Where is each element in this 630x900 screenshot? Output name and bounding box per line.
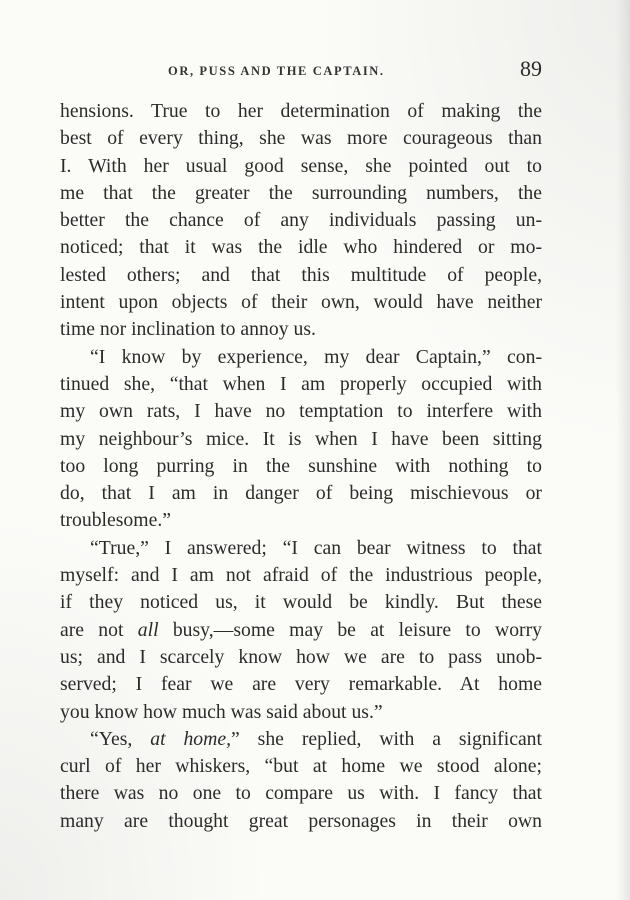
text-line: “I know by experience, my dear Captain,” con- bbox=[90, 345, 542, 368]
text-line: my neighbour’s mice. It is when I have been sitting bbox=[60, 427, 542, 450]
text-line: curl of her whiskers, “but at home we stood alone; bbox=[60, 755, 542, 778]
italic-word: all bbox=[137, 618, 159, 641]
text-line: served; I fear we are very remarkable. At home bbox=[60, 673, 542, 696]
text-line: noticed; that it was the idle who hindered or mo- bbox=[60, 236, 542, 259]
text-line: do, that I am in danger of being mischievous or bbox=[60, 482, 542, 505]
text-line: best of every thing, she was more courageous than bbox=[60, 127, 542, 150]
text-line: troublesome.” bbox=[60, 509, 171, 532]
text-line: lested others; and that this multitude of people, bbox=[60, 263, 542, 286]
text-line: you know how much was said about us.” bbox=[60, 700, 383, 723]
text-line-mixed bbox=[60, 726, 542, 753]
running-title: OR, PUSS AND THE CAPTAIN. bbox=[168, 64, 385, 78]
running-head bbox=[60, 58, 542, 80]
text-segment: busy,—some may be at leisure to worry bbox=[172, 618, 543, 641]
text-line: “True,” I answered; “I can bear witness to that bbox=[90, 536, 542, 559]
text-line: hensions. True to her determination of making the bbox=[60, 100, 542, 122]
text-line: there was no one to compare us with. I fancy that bbox=[60, 782, 542, 805]
text-line: tinued she, “that when I am properly occupied with bbox=[60, 372, 542, 395]
text-line: too long purring in the sunshine with nothing to bbox=[60, 454, 542, 477]
text-segment: “Yes, bbox=[90, 727, 133, 750]
text-line: intent upon objects of their own, would have neither bbox=[60, 291, 542, 314]
text-line: my own rats, I have no temptation to interfere with bbox=[60, 400, 542, 423]
text-line: time nor inclination to annoy us. bbox=[60, 318, 316, 341]
text-line: me that the greater the surrounding numbers, the bbox=[60, 181, 542, 204]
text-line: many are thought great personages in their own bbox=[60, 809, 542, 832]
text-line: I. With her usual good sense, she pointed out to bbox=[60, 154, 542, 177]
text-line: if they noticed us, it would be kindly. But these bbox=[60, 591, 542, 614]
text-line-mixed bbox=[60, 617, 542, 644]
page-edge-shadow bbox=[616, 0, 630, 900]
body-text bbox=[60, 98, 542, 835]
text-line: us; and I scarcely know how we are to pass unob- bbox=[60, 645, 542, 668]
italic-phrase: at home, bbox=[150, 727, 232, 750]
page-number: 89 bbox=[520, 56, 542, 81]
text-segment: ” she replied, with a significant bbox=[231, 727, 542, 750]
text-line: better the chance of any individuals passing un- bbox=[60, 209, 542, 232]
text-segment: are not bbox=[60, 618, 124, 641]
text-line: myself: and I am not afraid of the industrious people, bbox=[60, 564, 542, 587]
